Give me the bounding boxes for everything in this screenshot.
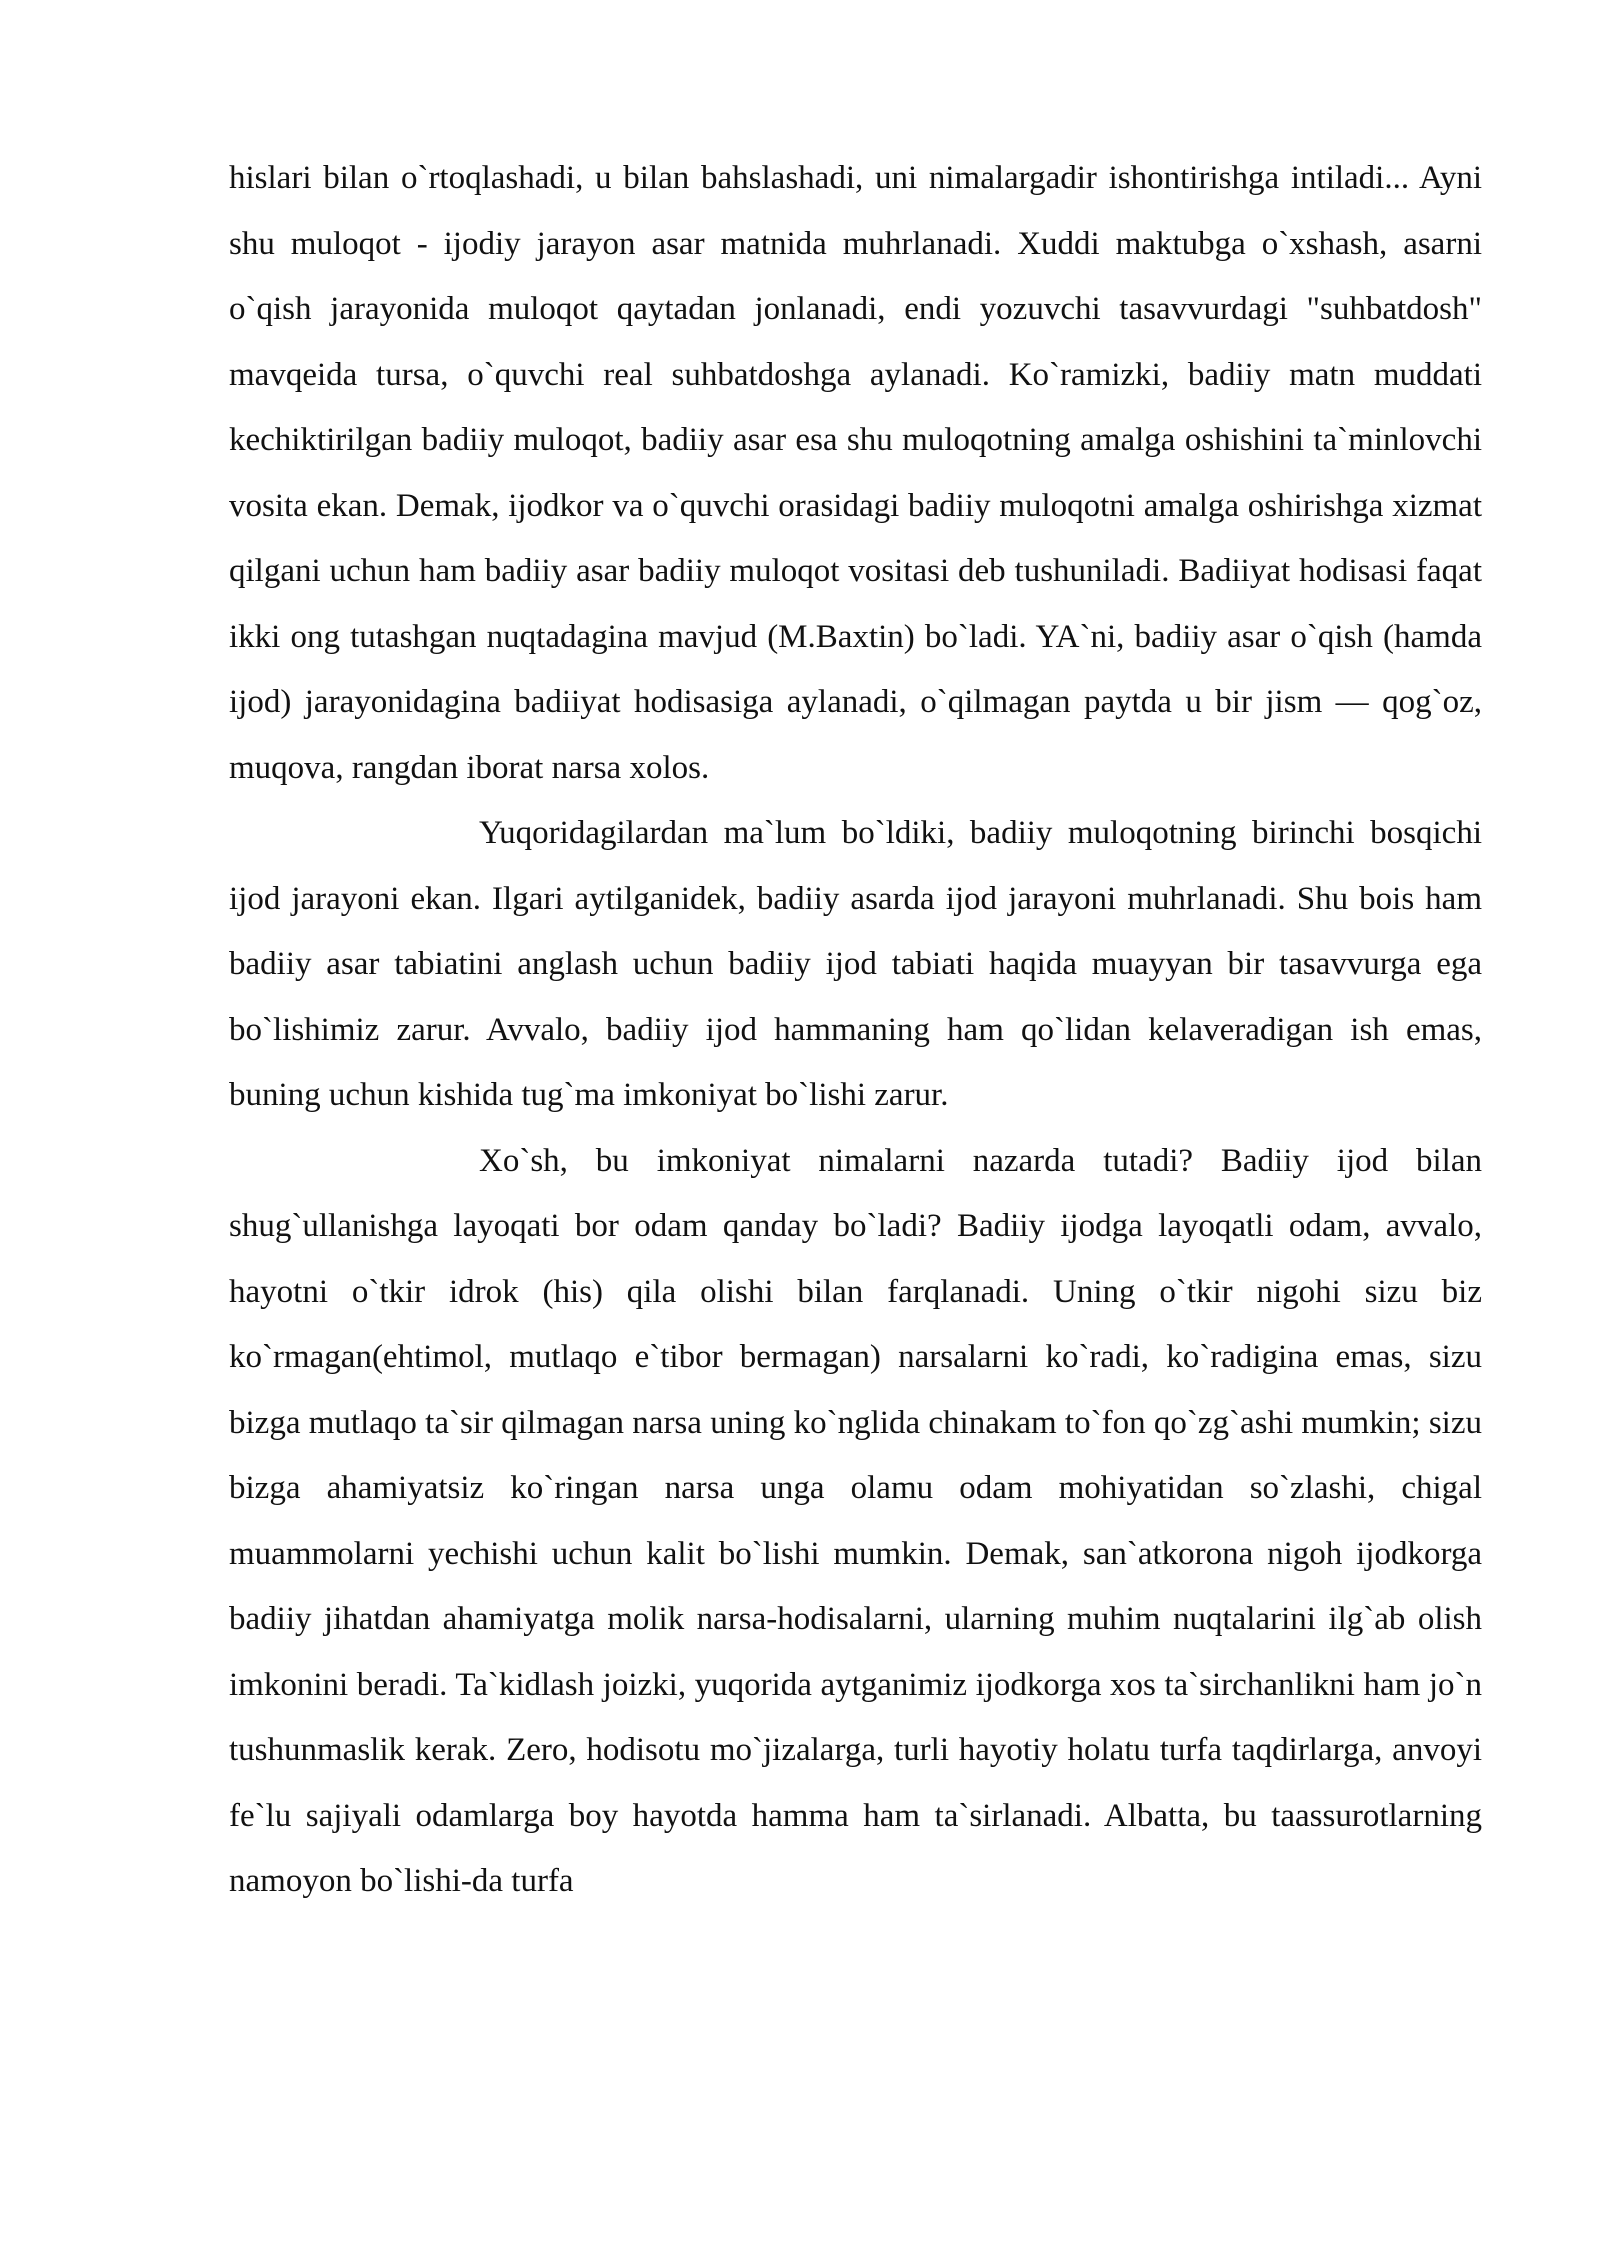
paragraph-2: Yuqoridagilardan ma`lum bo`ldiki, badiiy muloqotning birinchi bosqichi ijod jarayoni ekan. Ilgari aytilganidek, badiiy asarda ijod jarayoni muhrlanadi. Shu bois ham badiiy asar tabiatini anglash uchun badiiy ijod tabiati haqida muayyan bir tasavvurga ega bo`lishimiz zarur. Avvalo, badiiy ijod hammaning ham qo`lidan kelaveradigan ish emas, buning uchun kishida tug`ma imkoniyat bo`lishi zarur. [229, 815, 1482, 1113]
document-body [229, 146, 1482, 1915]
paragraph-3: Xo`sh, bu imkoniyat nimalarni nazarda tutadi? Badiiy ijod bilan shug`ullanishga layoqati bor odam qanday bo`ladi? Badiiy ijodga layoqatli odam, avvalo, hayotni o`tkir idrok (his) qila olishi bilan farqlanadi. Uning o`tkir nigohi sizu biz ko`rmagan(ehtimol, mutlaqo e`tibor bermagan) narsalarni ko`radi, ko`radigina emas, sizu bizga mutlaqo ta`sir qilmagan narsa uning ko`nglida chinakam to`fon qo`zg`ashi mumkin; sizu bizga ahamiyatsiz ko`ringan narsa unga olamu odam mohiyatidan so`zlashi, chigal muammolarni yechishi uchun kalit bo`lishi mumkin. Demak, san`atkorona nigoh ijodkorga badiiy jihatdan ahamiyatga molik narsa-hodisalarni, ularning muhim nuqtalarini ilg`ab olish imkonini beradi. Ta`kidlash joizki, yuqorida aytganimiz ijodkorga xos ta`sirchanlikni ham jo`n tushunmaslik kerak. Zero, hodisotu mo`jizalarga, turli hayotiy holatu turfa taqdirlarga, anvoyi fe`lu sajiyali odamlarga boy hayotda hamma ham ta`sirlanadi. Albatta, bu taassurotlarning namoyon bo`lishi-da turfa [229, 1142, 1482, 1899]
paragraph-1: hislari bilan o`rtoqlashadi, u bilan bahslashadi, uni nimalargadir ishontirishga intiladi... Ayni shu muloqot - ijodiy jarayon asar matnida muhrlanadi. Xuddi maktubga o`xshash, asarni o`qish jarayonida muloqot qaytadan jonlanadi, endi yozuvchi tasavvurdagi "suhbatdosh" mavqeida tursa, o`quvchi real suhbatdoshga aylanadi. Ko`ramizki, badiiy matn muddati kechiktirilgan badiiy muloqot, badiiy asar esa shu muloqotning amalga oshishini ta`minlovchi vosita ekan. Demak, ijodkor va o`quvchi orasidagi badiiy muloqotni amalga oshirishga xizmat qilgani uchun ham badiiy asar badiiy muloqot vositasi deb tushuniladi. Badiiyat hodisasi faqat ikki ong tutashgan nuqtadagina mavjud (M.Baxtin) bo`ladi. YA`ni, badiiy asar o`qish (hamda ijod) jarayonidagina badiiyat hodisasiga aylanadi, o`qilmagan paytda u bir jism — qog`oz, muqova, rangdan iborat narsa xolos. [229, 160, 1482, 786]
